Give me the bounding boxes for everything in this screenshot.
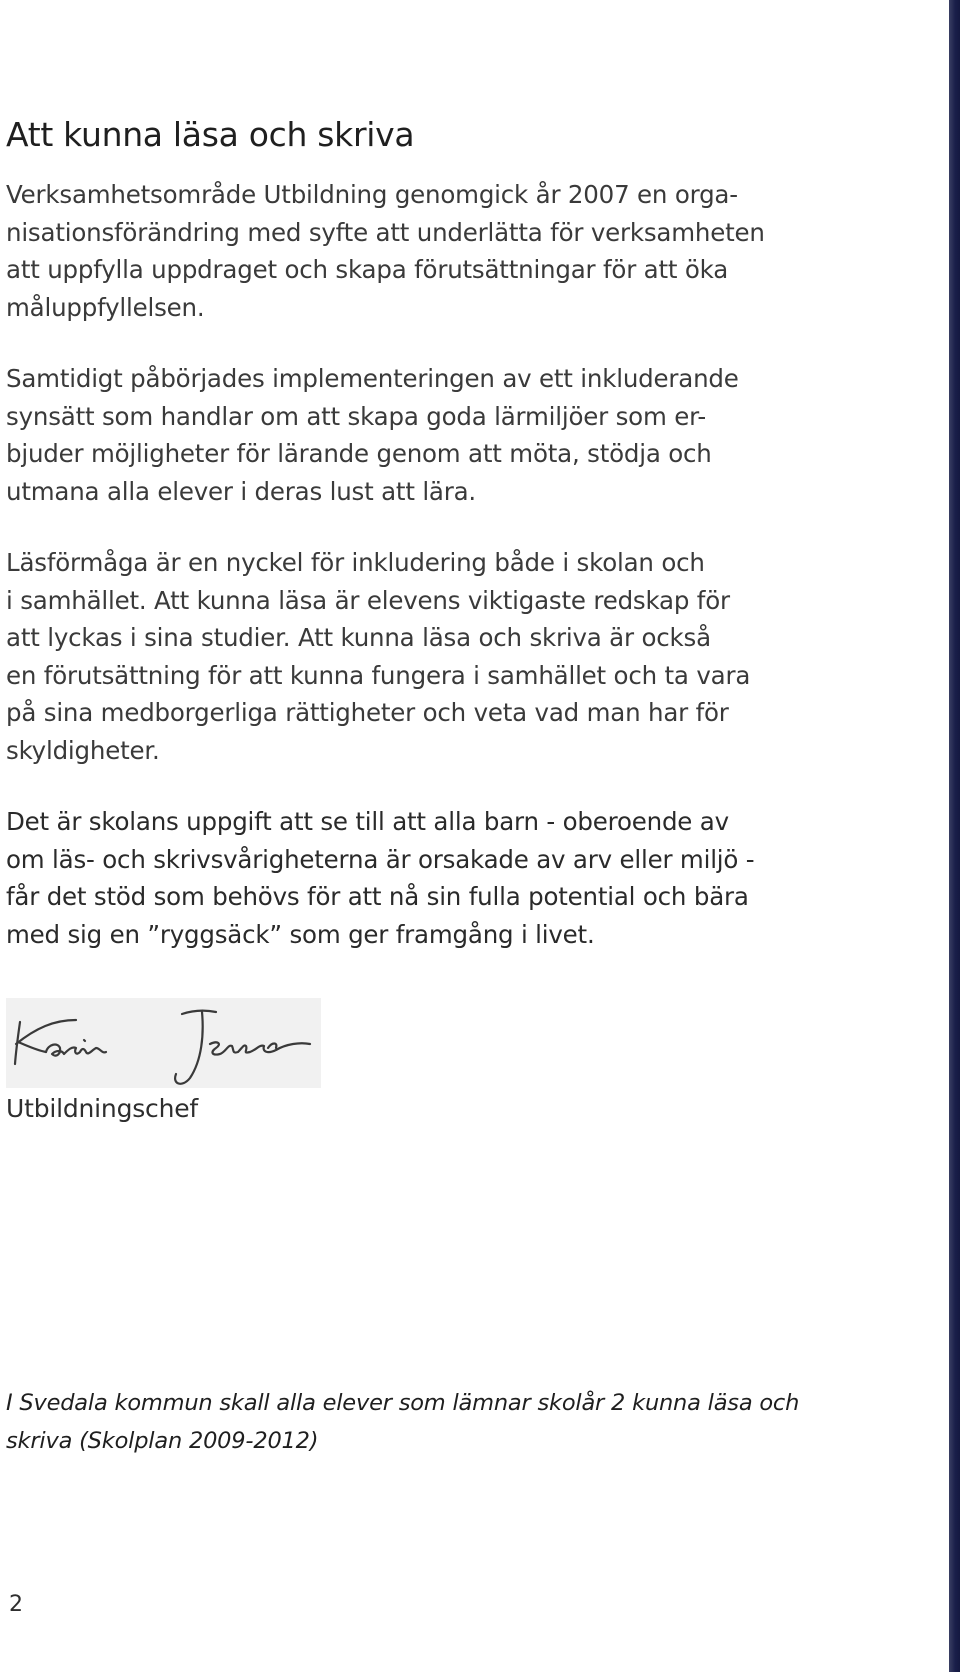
- text-line: Verksamhetsområde Utbildning genomgick år 2007 en orga-: [6, 180, 738, 209]
- page-title: Att kunna läsa och skriva: [6, 115, 415, 154]
- paragraph-3: [6, 544, 796, 769]
- paragraph-2: [6, 360, 796, 510]
- paragraph-1: [6, 176, 796, 326]
- text-line: Samtidigt påbörjades implementeringen av ett inkluderande: [6, 364, 739, 393]
- text-line: att uppfylla uppdraget och skapa förutsättningar för att öka: [6, 255, 729, 284]
- text-line: bjuder möjligheter för lärande genom att möta, stödja och: [6, 439, 712, 468]
- text-line: Det är skolans uppgift att se till att alla barn - oberoende av: [6, 807, 729, 836]
- page-number: 2: [9, 1592, 23, 1617]
- text-line: utmana alla elever i deras lust att lära.: [6, 476, 477, 506]
- signature-title: Utbildningschef: [6, 1094, 199, 1123]
- article: [6, 115, 796, 987]
- text-line: skyldigheter.: [6, 735, 160, 765]
- text-line: nisationsförändring med syfte att underlätta för verksamheten: [6, 217, 765, 247]
- quote-line: skriva (Skolplan 2009-2012): [6, 1427, 319, 1454]
- text-line: måluppfyllelsen.: [6, 292, 205, 322]
- text-line: synsätt som handlar om att skapa goda lärmiljöer som er-: [6, 401, 707, 431]
- signature-image: [6, 998, 321, 1088]
- text-line: Läsförmåga är en nyckel för inkludering både i skolan och: [6, 548, 705, 577]
- text-line: i samhället. Att kunna läsa är elevens viktigaste redskap för: [6, 585, 730, 615]
- text-line: på sina medborgerliga rättigheter och veta vad man har för: [6, 698, 729, 727]
- quote-line: I Svedala kommun skall alla elever som lämnar skolår 2 kunna läsa och: [6, 1390, 800, 1416]
- text-line: får det stöd som behövs för att nå sin fulla potential och bära: [6, 882, 749, 911]
- goal-quote: [6, 1385, 806, 1460]
- text-line: en förutsättning för att kunna fungera i samhället och ta vara: [6, 660, 751, 690]
- paragraph-4: [6, 803, 796, 953]
- handwritten-signature: [6, 998, 321, 1088]
- text-line: med sig en ”ryggsäck” som ger framgång i livet.: [6, 919, 595, 949]
- text-line: att lyckas i sina studier. Att kunna läsa och skriva är också: [6, 623, 711, 652]
- page-edge-stripe: [949, 0, 960, 1672]
- text-line: om läs- och skrivsvårigheterna är orsakade av arv eller miljö -: [6, 844, 755, 874]
